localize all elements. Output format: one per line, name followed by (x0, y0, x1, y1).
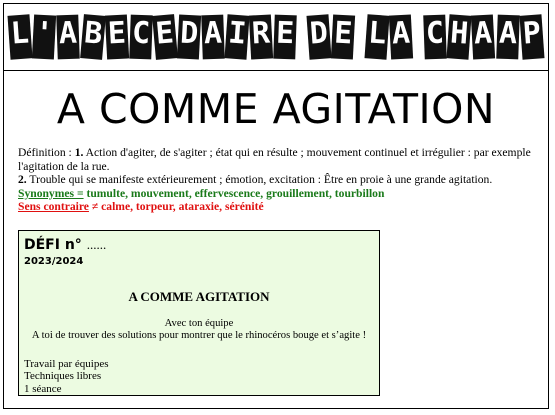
banner-letter: E (331, 14, 355, 59)
banner-letter (356, 15, 364, 59)
banner-letter: C (129, 15, 153, 60)
page-title: A COMME AGITATION (56, 85, 496, 133)
banner-letter: P (519, 14, 544, 59)
banner-letter (414, 15, 422, 59)
banner-letter: R (249, 14, 273, 59)
banner-letter: L (8, 14, 33, 59)
contrary-list: ≠ calme, torpeur, ataraxie, sérénité (91, 200, 264, 214)
banner-letter: E (104, 14, 128, 59)
synonyms-label: Synonymes = (18, 186, 84, 200)
defi-instruction-2: A toi de trouver des solutions pour montrer que le rhinocéros bouge et s’agite ! (31, 330, 367, 341)
page-frame (3, 3, 549, 409)
banner (4, 4, 548, 71)
banner-letter: C (424, 15, 448, 60)
definition-block (18, 146, 538, 214)
definition-number-2: 2. (18, 173, 27, 187)
defi-info-item: 1 séance (24, 382, 62, 395)
defi-title (24, 237, 106, 253)
defi-heading: A COMME AGITATION (128, 289, 270, 304)
defi-info-item: Travail par équipes (24, 358, 109, 370)
banner-letter: L (365, 14, 390, 59)
banner-letter: A (57, 15, 81, 60)
banner-letter: A (471, 14, 495, 59)
definition-text-1: Action d'agiter, de s'agiter ; état qui en résulte ; mouvement continuel et irrégulier : par exemple l'agitation de la rue. (18, 146, 531, 173)
synonyms-line (18, 187, 538, 201)
definition-text-2: Trouble qui se manifeste extérieurement ; émotion, excitation : Être en proie à une grande agitation. (29, 173, 493, 187)
defi-year: 2023/2024 (24, 256, 84, 267)
defi-number-dots: ...... (86, 237, 107, 252)
synonyms-list: tumulte, mouvement, effervescence, grouillement, tourbillon (86, 186, 385, 200)
definition-2 (18, 173, 538, 187)
definition-1 (18, 146, 538, 173)
banner-letter: E (152, 14, 178, 60)
defi-instruction-1: Avec ton équipe (164, 318, 234, 329)
banner-letter: A (389, 14, 413, 59)
banner-letter: A (496, 15, 520, 60)
banner-letter: A (201, 15, 225, 60)
banner-letters (9, 15, 542, 59)
banner-letter: ' (32, 14, 56, 59)
definition-number-1: 1. (74, 146, 84, 159)
defi-box (18, 230, 380, 396)
banner-letter: H (447, 14, 472, 59)
contrary-line (18, 200, 538, 214)
defi-info-list (24, 358, 109, 395)
defi-title-text: DÉFI n° (24, 237, 82, 253)
definition-label: Définition : (18, 146, 72, 159)
contrary-label: Sens contraire (18, 200, 89, 214)
banner-letter: D (177, 14, 201, 59)
banner-letter: D (307, 14, 332, 59)
banner-letter: I (224, 14, 249, 59)
defi-info-item: Techniques libres (24, 370, 102, 383)
banner-letter: E (273, 15, 297, 60)
banner-letter (298, 15, 306, 59)
banner-letter: B (80, 14, 106, 60)
defi-instructions (19, 318, 379, 342)
